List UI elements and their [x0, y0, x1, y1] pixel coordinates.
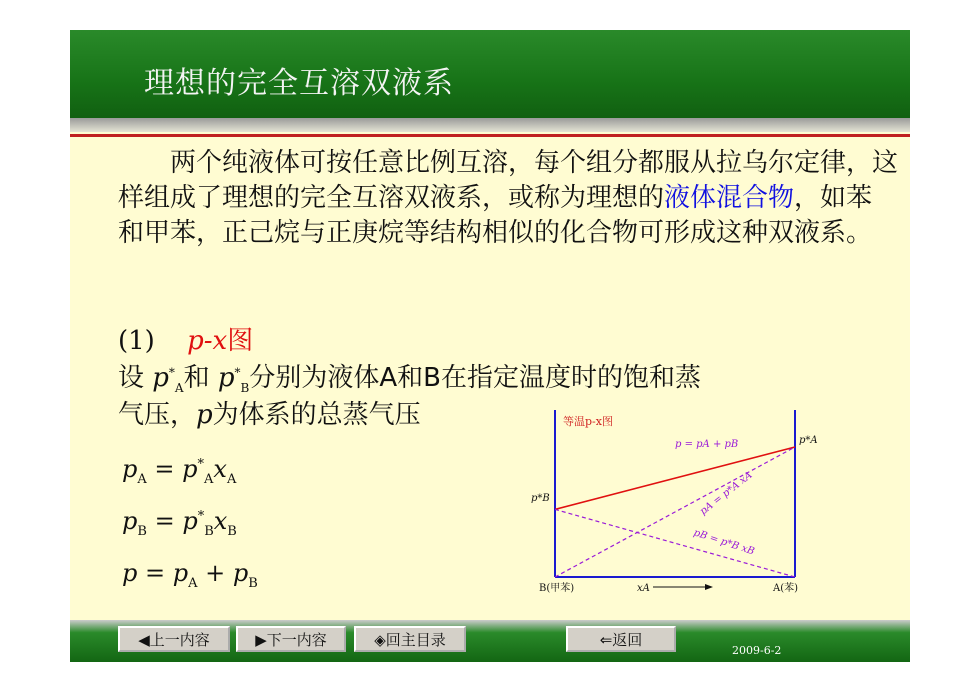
pb-partial-line [555, 509, 795, 577]
px-diagram [525, 405, 825, 595]
back-button[interactable]: ⇐返回 [566, 626, 676, 652]
pb-star-label: p*B [531, 493, 550, 504]
diagram-title: 等温p-x图 [563, 415, 613, 428]
section-label-tail: 图 [227, 326, 254, 356]
x-axis-arrowhead [705, 584, 713, 590]
b-axis-label: B(甲苯) [539, 583, 575, 594]
slide [70, 30, 910, 662]
p-symbol: p [196, 400, 213, 430]
pb-star-symbol: $p^*_B$ [217, 363, 250, 396]
next-content-button[interactable]: ▶下一内容 [236, 626, 346, 652]
pa-star-label: p*A [799, 435, 818, 446]
prev-content-button[interactable]: ◀上一内容 [118, 626, 230, 652]
total-line-label: p = pA + pB [675, 439, 739, 450]
intro-paragraph [118, 146, 898, 251]
x-axis-label: xA [637, 583, 650, 594]
pa-line-label: pA = p*A xA [698, 469, 755, 518]
section-number: (1) [118, 326, 155, 356]
section-heading [118, 320, 253, 357]
slide-title: 理想的完全互溶双液系 [144, 66, 454, 101]
intro-text: 两个纯液体可按任意比例互溶，每个组分都服从拉乌尔定律，这样组成了理想的完全互溶双液系，或称为理想的 [118, 148, 899, 213]
header-shadow [70, 118, 910, 132]
divider [70, 134, 910, 137]
pa-partial-line [555, 447, 795, 577]
def-line2-tail: 为体系的总蒸气压 [212, 400, 421, 430]
intro-text-end: ，如苯和甲苯，正己烷与正庚烷等结构相似的化合物可形成这种双液系。 [118, 183, 873, 248]
title-bar [70, 30, 910, 118]
def-prefix: 设 [118, 363, 153, 393]
equation-total: $p = p_A + p_B$ [122, 559, 258, 591]
def-line2: 气压， [118, 400, 197, 430]
section-label: p-x [187, 326, 228, 356]
liquid-mixture-term[interactable]: 液体混合物 [664, 183, 795, 213]
definition-line1 [118, 357, 701, 395]
def-suffix: 分别为液体A和B在指定温度时的饱和蒸 [249, 363, 701, 393]
date-stamp: 2009-6-2 [732, 644, 782, 657]
def-mid: 和 [183, 363, 218, 393]
equation-pa: $p_A = p^*_Ax_A$ [122, 455, 237, 487]
pb-line-label: pB = p*B xB [692, 527, 756, 558]
main-menu-button[interactable]: ◈回主目录 [354, 626, 466, 652]
pa-star-symbol: $p^*_A$ [152, 363, 184, 396]
a-axis-label: A(苯) [773, 583, 799, 594]
definition-line2 [118, 394, 421, 431]
equation-pb: $p_B = p^*_Bx_B$ [122, 507, 237, 539]
total-pressure-line [555, 447, 795, 509]
